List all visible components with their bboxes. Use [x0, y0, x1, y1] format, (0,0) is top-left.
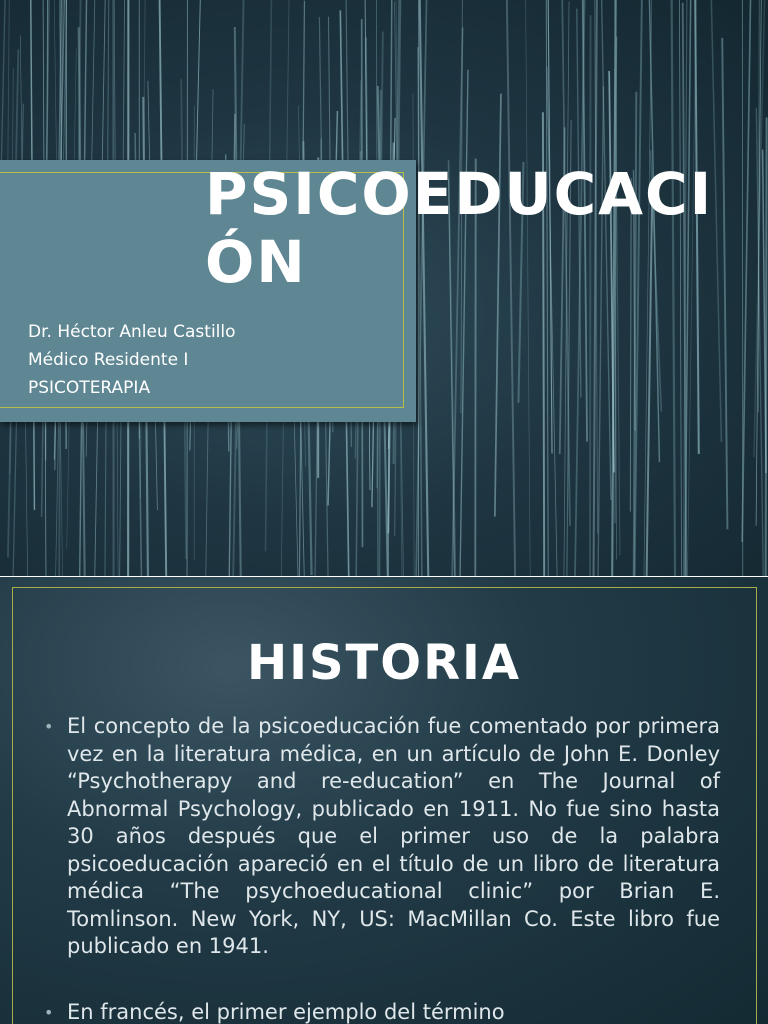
presenter-name: Dr. Héctor Anleu Castillo	[28, 322, 236, 342]
presenter-info	[28, 318, 398, 402]
bullet-dot-icon: •	[44, 717, 54, 736]
slide-title: PSICOEDUCACIÓN	[205, 160, 714, 296]
bullet-item	[40, 713, 720, 961]
historia-slide	[0, 577, 768, 1024]
bullet-item	[40, 999, 720, 1024]
bullet-dot-icon: •	[44, 1002, 54, 1022]
presenter-role: Médico Residente I	[28, 350, 189, 370]
bullet-list	[40, 713, 720, 1024]
bullet-text: En francés, el primer ejemplo del término	[67, 999, 505, 1024]
bullet-text: El concepto de la psicoeducación fue comentado por primera vez en la literatura médica, en un artículo de John E. Donley “Psychotherapy and re-education” en The Journal of Abnormal Psychology, publicado en 1911. No fue sino hasta 30 años después que el primer uso de la palabra psicoeducación apareció en el título de un libro de literatura médica “The psychoeducational clinic” por Brian E. Tomlinson. New York, NY, US: MacMillan Co. Este libro fue publicado en 1941.	[67, 714, 720, 958]
presenter-department: PSICOTERAPIA	[28, 378, 151, 398]
slide-heading: HISTORIA	[246, 635, 522, 691]
